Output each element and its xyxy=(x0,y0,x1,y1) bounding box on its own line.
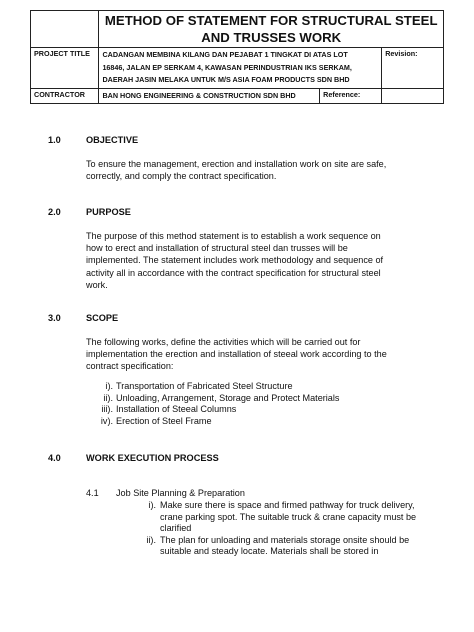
list-marker: i). xyxy=(148,500,156,510)
text-line: how to erect and installation of structural steel dan trusses will be xyxy=(86,243,348,254)
list-text xyxy=(160,535,409,558)
logo-cell xyxy=(31,11,99,48)
project-title-label: PROJECT TITLE xyxy=(31,48,99,89)
list-text: Unloading, Arrangement, Storage and Protect Materials xyxy=(116,392,340,403)
list-item xyxy=(130,500,430,535)
purpose-text xyxy=(86,230,416,291)
text-line: The plan for unloading and materials storage onsite should be xyxy=(160,534,410,545)
section-purpose-heading xyxy=(48,207,131,217)
section-objective-heading xyxy=(48,135,138,145)
text-line: crane parking spot. The suitable truck & crane capacity must be xyxy=(160,511,417,522)
subsection-heading xyxy=(86,488,245,498)
title-line-2: AND TRUSSES WORK xyxy=(201,30,342,45)
text-line: To ensure the management, erection and installation work on site are safe, xyxy=(86,159,387,169)
section-number: 3.0 xyxy=(48,313,61,323)
text-line: work. xyxy=(86,279,108,290)
contractor-value: BAN HONG ENGINEERING & CONSTRUCTION SDN BHD xyxy=(99,88,320,104)
list-text: Installation of Steeal Columns xyxy=(116,404,237,415)
list-marker: i). xyxy=(105,381,113,391)
list-text xyxy=(160,500,416,535)
section-scope-heading xyxy=(48,313,118,323)
text-line: Make sure there is space and firmed pathway for truck delivery, xyxy=(160,500,415,510)
title-line-1: METHOD OF STATEMENT FOR STRUCTURAL STEEL xyxy=(104,13,438,28)
list-marker: iii). xyxy=(101,404,113,415)
objective-text xyxy=(86,158,416,182)
project-line-3: DAERAH JASIN MELAKA UNTUK M/S ASIA FOAM PRODUCTS SDN BHD xyxy=(102,75,350,84)
section-title: OBJECTIVE xyxy=(86,135,139,145)
work-item-list xyxy=(130,500,430,558)
list-marker: ii). xyxy=(146,534,156,545)
text-line: clarified xyxy=(160,523,192,534)
list-item xyxy=(86,404,339,416)
text-line: The following works, define the activities which will be carried out for xyxy=(86,337,361,347)
text-line: suitable and steady locate. Materials shall be stored in xyxy=(160,546,379,557)
scope-list xyxy=(86,381,339,427)
revision-label: Revision: xyxy=(382,48,444,89)
text-line: activity all in accordance with the contract specification for structural steel xyxy=(86,267,381,278)
list-text: Erection of Steel Frame xyxy=(116,415,212,426)
section-work-heading xyxy=(48,453,219,463)
project-line-1: CADANGAN MEMBINA KILANG DAN PEJABAT 1 TINGKAT DI ATAS LOT xyxy=(102,50,348,59)
document-title xyxy=(99,11,444,48)
reference-value xyxy=(382,88,444,104)
section-title: PURPOSE xyxy=(86,207,131,217)
section-number: 1.0 xyxy=(48,135,61,145)
list-item xyxy=(86,393,339,405)
scope-intro-text xyxy=(86,336,416,373)
subsection-number: 4.1 xyxy=(86,488,99,498)
list-item xyxy=(86,381,339,393)
list-item xyxy=(130,535,430,558)
list-marker: ii). xyxy=(103,392,113,403)
section-number: 4.0 xyxy=(48,453,61,463)
list-text: Transportation of Fabricated Steel Structure xyxy=(116,381,293,391)
project-title-value xyxy=(99,48,382,89)
subsection-title: Job Site Planning & Preparation xyxy=(116,488,245,498)
text-line: implementation the erection and installation of steeal work according to the xyxy=(86,349,387,360)
text-line: correctly, and comply the contract specification. xyxy=(86,171,277,182)
text-line: implemented. The statement includes work methodology and sequence of xyxy=(86,255,384,266)
section-title: SCOPE xyxy=(86,313,119,323)
list-marker: iv). xyxy=(100,415,113,426)
list-item xyxy=(86,416,339,428)
text-line: The purpose of this method statement is to establish a work sequence on xyxy=(86,231,381,241)
section-number: 2.0 xyxy=(48,207,61,217)
contractor-label: CONTRACTOR xyxy=(31,88,99,104)
header-table xyxy=(30,10,444,104)
project-line-2: 16846, JALAN EP SERKAM 4, KAWASAN PERINDUSTRIAN IKS SERKAM, xyxy=(102,62,352,72)
reference-label: Reference: xyxy=(320,88,382,104)
section-title: WORK EXECUTION PROCESS xyxy=(86,453,219,463)
text-line: contract specification: xyxy=(86,361,174,372)
